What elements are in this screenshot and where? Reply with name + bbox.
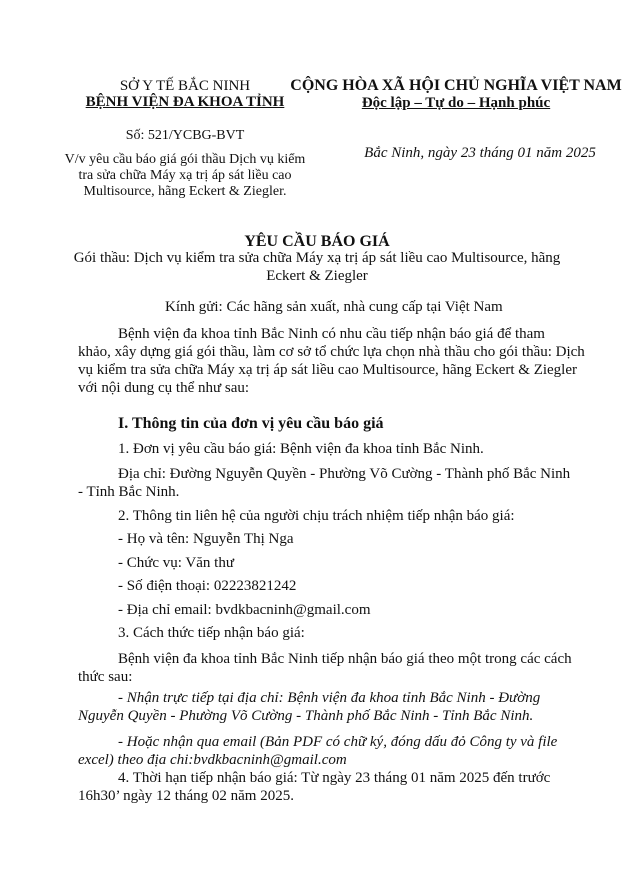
item-3: 3. Cách thức tiếp nhận báo giá: [118,625,305,641]
subject-line-2: tra sửa chữa Máy xạ trị áp sát liều cao [78,168,292,183]
contact-name: - Họ và tên: Nguyễn Thị Nga [118,531,294,547]
item-1: 1. Đơn vị yêu cầu báo giá: Bệnh viện đa khoa tỉnh Bắc Ninh. [118,441,484,457]
document-number: Số: 521/YCBG-BVT [125,128,245,143]
document-title: YÊU CẦU BÁO GIÁ [244,233,390,250]
document-date: Bắc Ninh, ngày 23 tháng 01 năm 2025 [364,145,596,161]
item-4-line-1: 4. Thời hạn tiếp nhận báo giá: Từ ngày 23 tháng 01 năm 2025 đến trước [118,770,551,786]
package-line-1: Gói thầu: Dịch vụ kiểm tra sửa chữa Máy xạ trị áp sát liều cao Multisource, hãng [73,250,561,266]
intro-line-4: với nội dung cụ thể như sau: [78,380,250,396]
hospital-name: BỆNH VIỆN ĐA KHOA TỈNH [85,94,285,110]
subject-line-1: V/v yêu cầu báo giá gói thầu Dịch vụ kiểm [64,152,306,167]
item-2: 2. Thông tin liên hệ của người chịu trách nhiệm tiếp nhận báo giá: [118,508,515,524]
intro-line-1: Bệnh viện đa khoa tỉnh Bắc Ninh có nhu cầu tiếp nhận báo giá để tham [118,326,545,342]
section-heading: I. Thông tin của đơn vị yêu cầu báo giá [118,415,384,432]
contact-email: - Địa chỉ email: bvdkbacninh@gmail.com [118,602,371,618]
direct-delivery-line-2: Nguyễn Quyền - Phường Võ Cường - Thành phố Bắc Ninh - Tỉnh Bắc Ninh. [78,708,534,724]
intro-line-3: vụ kiểm tra sửa chữa Máy xạ trị áp sát liều cao Multisource, hãng Eckert & Ziegler [78,362,578,378]
method-line-1: Bệnh viện đa khoa tỉnh Bắc Ninh tiếp nhận báo giá theo một trong các cách [118,651,572,667]
national-title: CỘNG HÒA XÃ HỘI CHỦ NGHĨA VIỆT NAM [290,77,622,94]
package-line-2: Eckert & Ziegler [266,268,368,284]
subject-line-3: Multisource, hãng Eckert & Ziegler. [83,184,287,199]
address-line-1: Địa chỉ: Đường Nguyễn Quyền - Phường Võ Cường - Thành phố Bắc Ninh [118,466,571,482]
recipient: Kính gửi: Các hãng sản xuất, nhà cung cấp tại Việt Nam [165,299,503,315]
agency-name: SỞ Y TẾ BẮC NINH [119,78,251,94]
email-delivery-line-1: - Hoặc nhận qua email (Bản PDF có chữ ký, đóng dấu đỏ Công ty và file [118,734,558,750]
address-line-2: - Tỉnh Bắc Ninh. [78,484,180,500]
contact-position: - Chức vụ: Văn thư [118,555,234,571]
item-4-line-2: 16h30’ ngày 12 tháng 02 năm 2025. [78,788,294,804]
national-motto: Độc lập – Tự do – Hạnh phúc [361,95,551,111]
method-line-2: thức sau: [78,669,133,685]
email-delivery-line-2: excel) theo địa chi:bvdkbacninh@gmail.com [78,752,347,768]
direct-delivery-line-1: - Nhận trực tiếp tại địa chỉ: Bệnh viện đa khoa tỉnh Bắc Ninh - Đường [118,690,541,706]
intro-line-2: khảo, xây dựng giá gói thầu, làm cơ sở tổ chức lựa chọn nhà thầu cho gói thầu: Dịch [78,344,585,360]
contact-phone: - Số điện thoại: 02223821242 [118,578,297,594]
